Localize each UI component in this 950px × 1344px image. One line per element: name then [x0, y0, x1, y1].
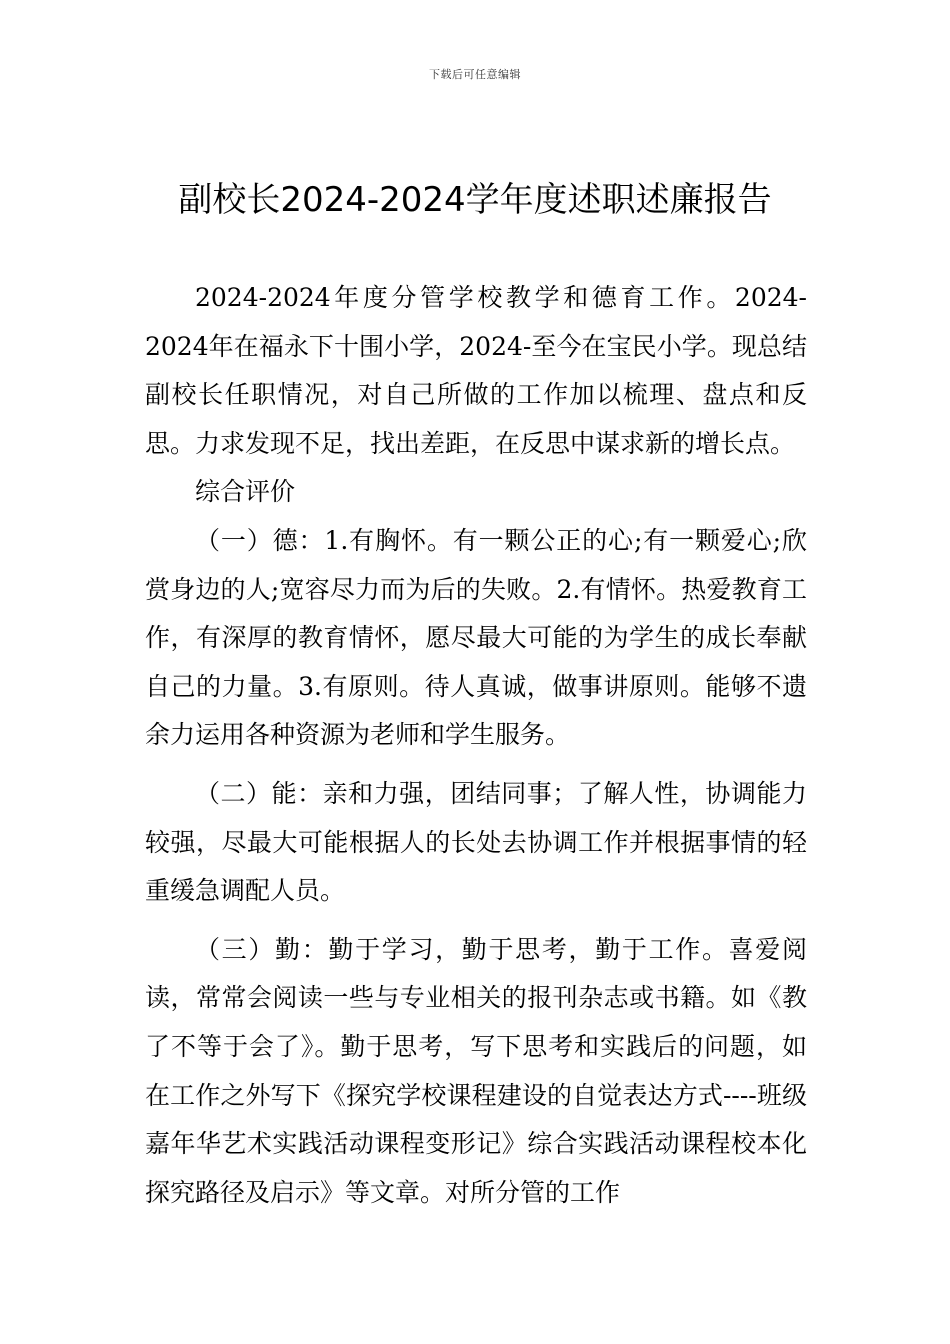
paragraph-virtue: （一）德：1.有胸怀。有一颗公正的心;有一颗爱心;欣赏身边的人;宽容尽力而为后的失败。2.有情怀。热爱教育工作，有深厚的教育情怀，愿尽最大可能的为学生的成长奉献自己的力量。3.有原则。待人真诚，做事讲原则。能够不遗余力运用各种资源为老师和学生服务。 — [145, 525, 807, 750]
document-body — [145, 274, 807, 1217]
header-note: 下载后可任意编辑 — [429, 68, 521, 81]
paragraph-diligence: （三）勤：勤于学习，勤于思考，勤于工作。喜爱阅读，常常会阅读一些与专业相关的报刊杂志或书籍。如《教了不等于会了》。勤于思考，写下思考和实践后的问题，如在工作之外写下《探究学校课程建设的自觉表达方式----班级嘉年华艺术实践活动课程变形记》综合实践活动课程校本化探究路径及启示》等文章。对所分管的工作 — [145, 934, 807, 1207]
document-title: 副校长2024-2024学年度述职述廉报告 — [178, 180, 772, 220]
section-heading-evaluation: 综合评价 — [195, 477, 296, 507]
paragraph-ability: （二）能：亲和力强，团结同事；了解人性，协调能力较强，尽最大可能根据人的长处去协调工作并根据事情的轻重缓急调配人员。 — [145, 778, 807, 906]
paragraph-intro: 2024-2024年度分管学校教学和德育工作。2024-2024年在福永下十围小学，2024-至今在宝民小学。现总结副校长任职情况，对自己所做的工作加以梳理、盘点和反思。力求发现不足，找出差距，在反思中谋求新的增长点。 — [145, 283, 807, 458]
